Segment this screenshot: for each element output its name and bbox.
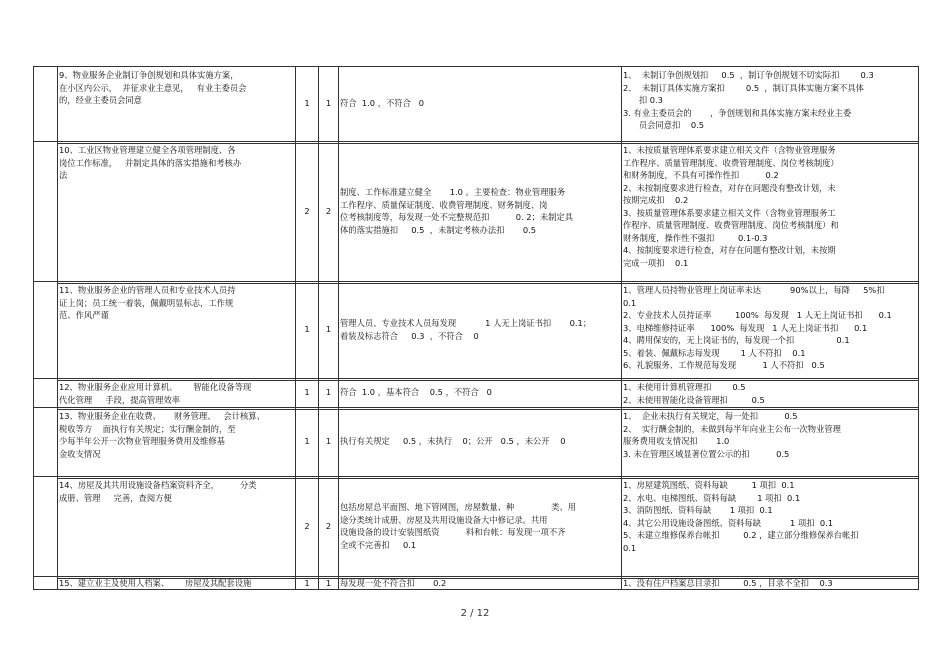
score-cell: 2 [304,520,310,531]
points-cell: 1 [325,387,332,398]
points-cell: 1 [325,98,332,109]
deduction-cell: 1、没有住户档案总目录扣 0.5 ，目录不全扣 0.3 [623,578,833,588]
item-cell: 10、工业区物业管理建立健全各项管理制度、各 岗位工作标准， 并制定具体的落实措施和考核办 法 [59,145,242,180]
standard-cell: 符合 1.0 ，不符合 0 [340,98,425,109]
row-rule [33,476,919,477]
row-rule [33,141,919,142]
item-cell: 12、物业服务企业应用计算机、 智能化设备等现 代化管理 手段，提高管理效率 [59,382,252,405]
points-cell: 1 [325,578,332,588]
score-cell: 2 [304,205,310,216]
column-rule [338,66,339,589]
deduction-cell: 1、未使用计算机管理扣 0.5 2、未使用智能化设备管理扣 0.5 [623,382,765,405]
score-cell: 1 [304,578,310,588]
item-cell: 13、物业服务企业在收费、 财务管理、 会计核算、 税收等方 面执行有关规定；实行酬金制的，至 少每半年公开一次物业管理服务费用及维修基 金收支情况 [59,411,265,459]
item-cell: 14、房屋及其共用设施设备档案资料齐全， 分类 成册、管理 完善，查阅方便 [59,480,257,503]
row-rule [33,589,919,590]
item-cell: 15、建立业主及使用人档案、 房屋及其配套设施 [59,578,252,588]
deduction-cell: 1、管理人员持物业管理上岗证率未达 90%以上，每降 5%扣 0.1 2、专业技术人员持证率 100% 每发现 1 人无上岗证书扣 0.1 3、电梯维修持证率 100% 每发现 1 人无上岗证书扣 0.1 4、聘用保安的，无上岗证书的，每发现一个扣 0.1 5、着装、佩戴标志每发现 1 人不符扣 0.1 6、礼貌服务、工作规范每发现 1 人不符扣 0.5 [623,285,892,370]
column-rule [295,66,296,589]
standard-cell: 制度、工作标准建立健全 1.0 。主要检查：物业管理服务 工作程序、质量保证制度、收费管理制度、财务制度、岗 位考核制度等，每发现一处不完整规范扣 0. 2；未制定具 体的落实措施扣 0.5 ，未制定考核办法扣 0.5 [340,187,574,235]
score-cell: 1 [304,387,310,398]
points-cell: 1 [325,324,332,335]
column-rule [57,66,58,589]
row-rule [33,281,919,282]
points-cell: 1 [325,436,332,447]
standard-cell: 符合 1.0 ，基本符合 0.5 ，不符合 0 [340,387,492,398]
page-number: 2 / 12 [460,608,490,619]
deduction-cell: 1、未按质量管理体系要求建立相关文件（含物业管理服务 工作程序、质量管理制度、收费管理制度、岗位考核制度） 和财务制度，不具有可操作性扣 0.2 2、未按制度要求进行检查，对存在问题没有整改计划，未 按期完成扣 0.2 3、按质量管理体系要求建立相关文件（含物业管理服务工 作程序、质量管理制度、收费管理制度、岗位考核制度）和 财务制度，操作性不强扣 0.1-0.3 4、按制度要求进行检查，对存在问题有整改计划，未按期 完成一项扣 0.1 [623,145,839,268]
column-rule [318,66,319,589]
row-rule [33,66,919,67]
standard-cell: 执行有关规定 0.5 ，未执行 0；公开 0.5 ，未公开 0 [340,436,566,447]
standard-cell: 管理人员、专业技术人员每发现 1 人无上岗证书扣 0.1； 着装及标志符合 0.3 ，不符合 0 [340,318,592,341]
item-cell: 9、物业服务企业制订争创规划和具体实施方案， 在小区内公示， 并征求业主意见， 有业主委员会 的，经业主委员会同意 [59,70,247,105]
item-cell: 11、物业服务企业的管理人员和专业技术人员持 证上岗；员工统一着装，佩戴明显标志，工作规 范、作风严谨 [59,285,236,320]
score-cell: 1 [304,324,310,335]
deduction-cell: 1、 企业未执行有关规定，每一处扣 0.5 2、 实行酬金制的，未做到每半年向业主公布一次物业管理 服务费用收支情况扣 1.0 3. 未在管理区域显著位置公示的扣 0.5 [623,411,841,459]
column-rule [621,66,622,589]
points-cell: 2 [325,520,332,531]
column-rule [33,66,34,589]
standard-cell: 每发现一处不符合扣 0.2 [340,578,447,588]
score-cell: 1 [304,436,310,447]
deduction-cell: 1、 未制订争创规划扣 0.5 ，制订争创规划不切实际扣 0.3 2、 未制订具体实施方案扣 0.5 ，制订具体实施方案不具体 扣 0.3 3. 有业主委员会的 ，争创规划和具体实施方案未经业主委 员会同意扣 0.5 [623,70,874,130]
column-rule [918,66,919,589]
score-cell: 1 [304,98,310,109]
deduction-cell: 1、房屋建筑图纸、资料每缺 1 项扣 0.1 2、水电、电梯图纸、资料每缺 1 项扣 0.1 3、消防图纸、资料每缺 1 项扣 0.1 4、其它公用设施设备图纸、资料每缺 1 项扣 0.1 5、未建立维修保养台帐扣 0.2 ，建立部分维修保养台帐扣 0.1 [623,480,859,553]
row-rule [33,407,919,408]
row-rule [33,378,919,379]
points-cell: 2 [325,205,332,216]
standard-cell: 包括房屋总平面图、地下管网图，房屋数量、种 类、用 途分类统计成册、房屋及共用设施设备大中修记录。共用 设施设备的设计安装图纸资 料和台帐：每发现一项不齐 全或不完善扣 0.1 [340,502,577,550]
